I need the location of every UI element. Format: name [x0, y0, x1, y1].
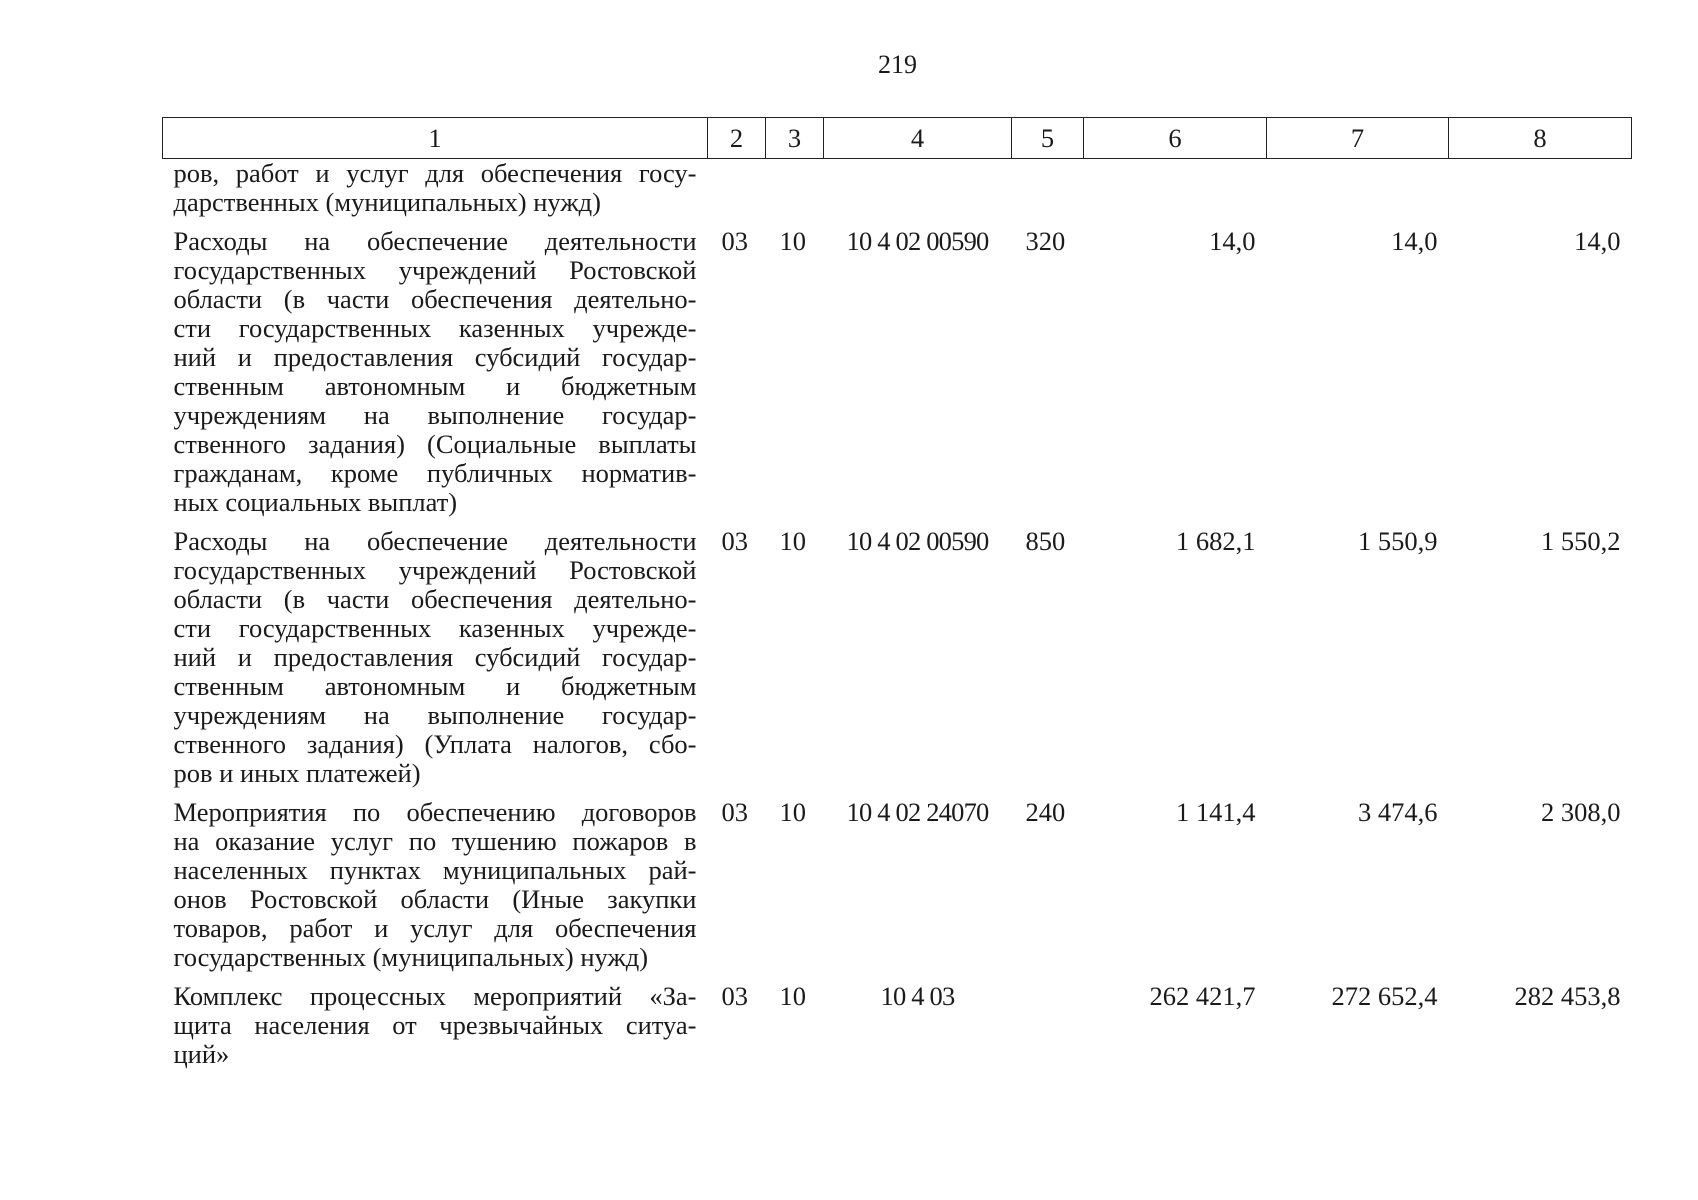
expense-type-code [1012, 159, 1084, 228]
subsection-code: 10 [779, 526, 806, 556]
column-header: 8 [1449, 118, 1632, 159]
amount-col-6 [1084, 159, 1267, 228]
table-row [163, 527, 1632, 798]
description-line: ственным автономным и бюджетным [173, 371, 697, 401]
description-line: ций» [173, 1039, 230, 1069]
column-header: 7 [1267, 118, 1449, 159]
description-line: онов Ростовской области (Иные закупки [173, 884, 697, 914]
amount-col-7: 3 474,6 [1358, 797, 1438, 827]
row-description [163, 159, 708, 228]
row-description [163, 527, 708, 798]
section-code: 03 [721, 981, 748, 1011]
description-line: на оказание услуг по тушению пожаров в [173, 826, 697, 856]
amount-col-8: 14,0 [1574, 226, 1621, 256]
expense-type-code: 320 [1025, 226, 1066, 256]
amount-col-7: 272 652,4 [1331, 981, 1438, 1011]
description-line: Комплекс процессных мероприятий «За- [173, 981, 697, 1011]
description-line: Расходы на обеспечение деятельности [173, 226, 697, 256]
section-code: 03 [721, 797, 748, 827]
column-header: 5 [1012, 118, 1084, 159]
description-line: ственного задания) (Социальные выплаты [173, 429, 697, 459]
section-code: 03 [721, 526, 748, 556]
description-line: области (в части обеспечения деятельно- [173, 284, 697, 314]
target-article-code: 10 4 02 24070 [846, 797, 989, 827]
expense-type-code: 850 [1025, 526, 1066, 556]
amount-col-6: 262 421,7 [1149, 981, 1256, 1011]
table-row [163, 227, 1632, 527]
target-article-code: 10 4 03 [880, 981, 955, 1011]
description-line: ственного задания) (Уплата налогов, сбо- [173, 729, 697, 759]
amount-col-8: 1 550,2 [1541, 526, 1621, 556]
column-header: 3 [766, 118, 824, 159]
description-line: учреждениям на выполнение государ- [173, 700, 697, 730]
column-header: 2 [708, 118, 766, 159]
description-line: щита населения от чрезвычайных ситуа- [173, 1010, 697, 1040]
description-line: учреждениям на выполнение государ- [173, 400, 697, 430]
table-row [163, 982, 1632, 1079]
description-line: населенных пунктах муниципальных рай- [173, 855, 697, 885]
description-line: области (в части обеспечения деятельно- [173, 584, 697, 614]
table-row [163, 159, 1632, 228]
expense-type-code [1012, 982, 1084, 1079]
column-header: 1 [163, 118, 708, 159]
column-header: 4 [824, 118, 1012, 159]
description-line: государственных (муниципальных) нужд) [173, 942, 649, 972]
row-description [163, 227, 708, 527]
subsection-code: 10 [779, 797, 806, 827]
description-line: ров и иных платежей) [173, 758, 421, 788]
amount-col-6: 14,0 [1209, 226, 1256, 256]
row-description [163, 798, 708, 982]
description-line: сти государственных казенных учрежде- [173, 613, 697, 643]
budget-table [162, 117, 1632, 1079]
amount-col-7: 14,0 [1391, 226, 1438, 256]
row-description [163, 982, 708, 1079]
amount-col-6: 1 141,4 [1176, 797, 1256, 827]
description-line: дарственных (муниципальных) нужд) [173, 187, 601, 217]
amount-col-7: 1 550,9 [1358, 526, 1438, 556]
expense-type-code: 240 [1025, 797, 1066, 827]
amount-col-8 [1449, 159, 1632, 228]
description-line: государственных учреждений Ростовской [173, 255, 697, 285]
subsection-code: 10 [779, 981, 806, 1011]
description-line: ственным автономным и бюджетным [173, 671, 697, 701]
subsection-code [766, 159, 824, 228]
section-code: 03 [721, 226, 748, 256]
target-article-code: 10 4 02 00590 [846, 226, 989, 256]
amount-col-7 [1267, 159, 1449, 228]
description-line: государственных учреждений Ростовской [173, 555, 697, 585]
description-line: ров, работ и услуг для обеспечения госу- [173, 158, 697, 188]
description-line: ний и предоставления субсидий государ- [173, 342, 697, 372]
description-line: сти государственных казенных учрежде- [173, 313, 697, 343]
page-number: 219 [878, 50, 917, 79]
amount-col-6: 1 682,1 [1176, 526, 1256, 556]
description-line: Расходы на обеспечение деятельности [173, 526, 697, 556]
section-code [708, 159, 766, 228]
table-header-row [163, 118, 1632, 159]
table-row [163, 798, 1632, 982]
column-header: 6 [1084, 118, 1267, 159]
description-line: ний и предоставления субсидий государ- [173, 642, 697, 672]
target-article-code [824, 159, 1012, 228]
subsection-code: 10 [779, 226, 806, 256]
amount-col-8: 282 453,8 [1514, 981, 1621, 1011]
description-line: Мероприятия по обеспечению договоров [173, 797, 697, 827]
target-article-code: 10 4 02 00590 [846, 526, 989, 556]
description-line: товаров, работ и услуг для обеспечения [173, 913, 697, 943]
description-line: гражданам, кроме публичных норматив- [173, 458, 697, 488]
amount-col-8: 2 308,0 [1541, 797, 1621, 827]
description-line: ных социальных выплат) [173, 487, 458, 517]
